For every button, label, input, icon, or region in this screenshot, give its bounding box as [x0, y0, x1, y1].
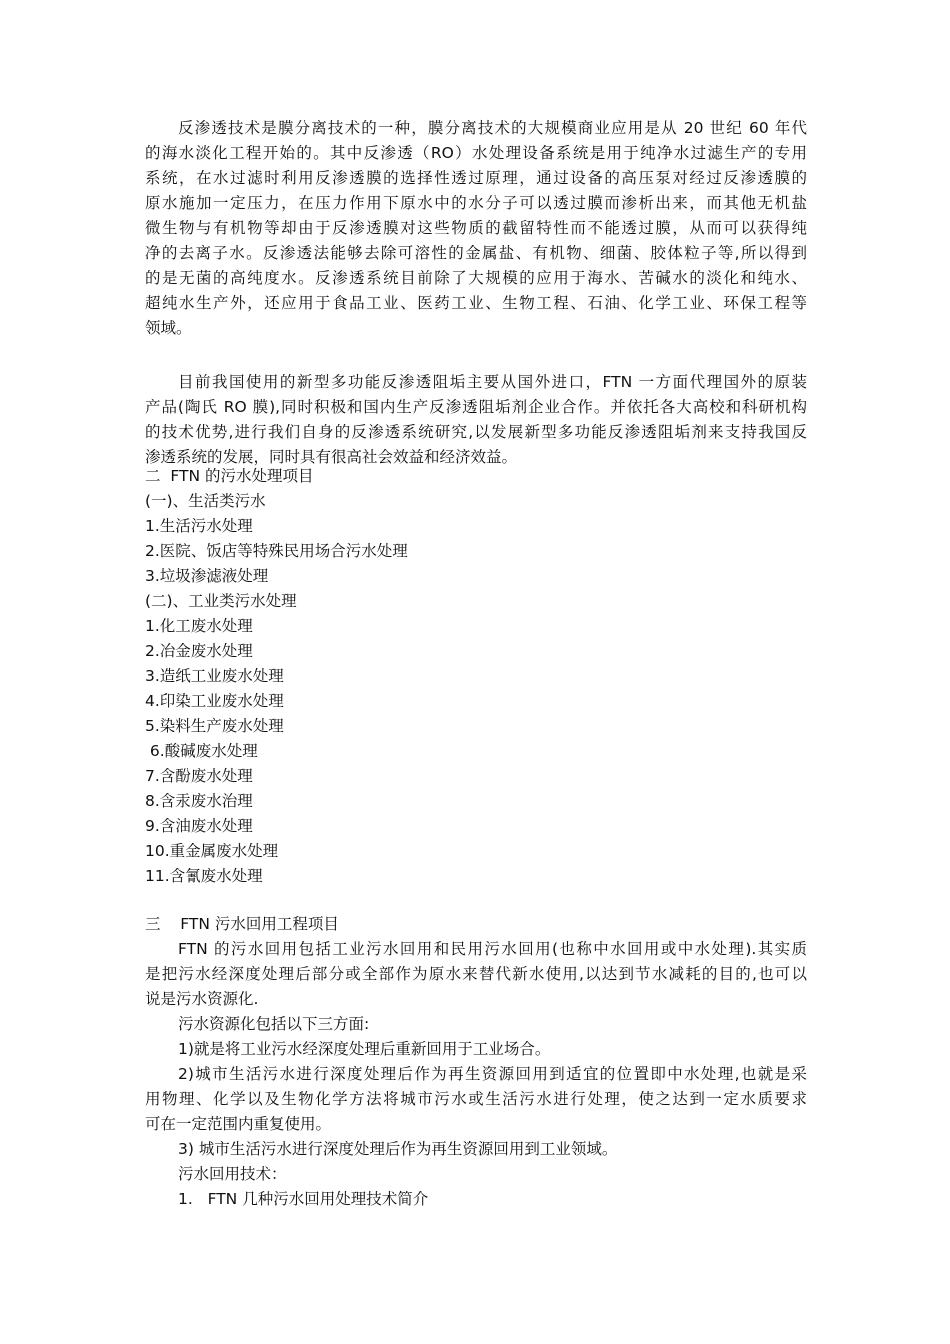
reuse-tech-label: 污水回用技术：: [178, 1165, 287, 1183]
section-heading: 三 FTN 污水回用工程项目: [145, 915, 339, 933]
list-item: 10.重金属废水处理: [145, 842, 279, 860]
paragraph-line: 的技术优势,进行我们自身的反渗透系统研究,以发展新型多功能反渗透阻垢剂来支持我国反: [145, 423, 807, 441]
reuse-item-1: 1)就是将工业污水经深度处理后重新回用于工业场合。: [178, 1040, 551, 1058]
list-item: 3.垃圾渗滤液处理: [145, 567, 269, 585]
paragraph-line: 目前我国使用的新型多功能反渗透阻垢主要从国外进口，FTN 一方面代理国外的原装: [178, 373, 807, 391]
paragraph-line: 说是污水资源化.: [145, 990, 259, 1008]
list-item: 2.冶金废水处理: [145, 642, 253, 660]
intro-paragraph-2: [145, 370, 807, 470]
paragraph-line: 反渗透技术是膜分离技术的一种，膜分离技术的大规模商业应用是从 20 世纪 60 年代: [178, 119, 807, 137]
reuse-item-3: 3) 城市生活污水进行深度处理后作为再生资源回用到工业领域。: [178, 1140, 618, 1158]
paragraph-line: 2)城市生活污水进行深度处理后作为再生资源回用到适宜的位置即中水处理,也就是采: [178, 1065, 807, 1083]
paragraph-line: 超纯水生产外，还应用于食品工业、医药工业、生物工程、石油、化学工业、环保工程等: [145, 294, 807, 312]
list-item: 2.医院、饭店等特殊民用场合污水处理: [145, 542, 408, 560]
section-water-reuse: [145, 912, 807, 1212]
list-item: 4.印染工业废水处理: [145, 692, 284, 710]
paragraph-line: 微生物与有机物等却由于反渗透膜对这些物质的截留特性而不能透过膜，从而可以获得纯: [145, 219, 807, 237]
treatment-list: [145, 489, 807, 889]
reuse-tech-item: 1. FTN 几种污水回用处理技术简介: [178, 1190, 429, 1208]
paragraph-line: 产品(陶氏 RO 膜),同时积极和国内生产反渗透阻垢剂企业合作。并依托各大高校和科研机构: [145, 398, 807, 416]
paragraph-line: 是把污水经深度处理后部分或全部作为原水来替代新水使用,以达到节水减耗的目的,也可以: [145, 965, 807, 983]
paragraph-line: 可在一定范围内重复使用。: [145, 1115, 332, 1133]
reuse-intro-line: 污水资源化包括以下三方面:: [178, 1015, 370, 1033]
list-item: 6.酸碱废水处理: [145, 742, 258, 760]
list-item: 11.含氰废水处理: [145, 867, 263, 885]
paragraph-line: 系统，在水过滤时利用反渗透膜的选择性透过原理，通过设备的高压泵对经过反渗透膜的: [145, 169, 807, 187]
list-item: 8.含汞废水治理: [145, 792, 253, 810]
list-item: 1.生活污水处理: [145, 517, 253, 535]
list-item: 7.含酚废水处理: [145, 767, 253, 785]
paragraph-line: 的海水淡化工程开始的。其中反渗透（RO）水处理设备系统是用于纯净水过滤生产的专用: [145, 144, 807, 162]
reuse-item-2: [145, 1062, 807, 1137]
paragraph-line: 的是无菌的高纯度水。反渗透系统目前除了大规模的应用于海水、苦碱水的淡化和纯水、: [145, 269, 807, 287]
paragraph-line: 净的去离子水。反渗透法能够去除可溶性的金属盐、有机物、细菌、胶体粒子等,所以得到: [145, 244, 807, 262]
paragraph-line: 领域。: [145, 319, 192, 337]
list-item: (二)、工业类污水处理: [145, 592, 297, 610]
section-sewage-treatment: [145, 464, 807, 889]
list-item: (一)、生活类污水: [145, 492, 266, 510]
reuse-paragraph: [145, 937, 807, 1012]
list-item: 9.含油废水处理: [145, 817, 253, 835]
list-item: 3.造纸工业废水处理: [145, 667, 284, 685]
list-item: 1.化工废水处理: [145, 617, 253, 635]
paragraph-line: 原水施加一定压力，在压力作用下原水中的水分子可以透过膜而渗析出来，而其他无机盐: [145, 194, 807, 212]
section-heading: 二 FTN 的污水处理项目: [145, 467, 314, 485]
intro-paragraph-1: [145, 116, 807, 341]
paragraph-line: FTN 的污水回用包括工业污水回用和民用污水回用(也称中水回用或中水处理).其实质: [178, 940, 807, 958]
paragraph-line: 渗透系统的发展，同时具有很高社会效益和经济效益。: [145, 448, 518, 466]
paragraph-line: 用物理、化学以及生物化学方法将城市污水或生活污水进行处理，使之达到一定水质要求: [145, 1090, 807, 1108]
list-item: 5.染料生产废水处理: [145, 717, 284, 735]
